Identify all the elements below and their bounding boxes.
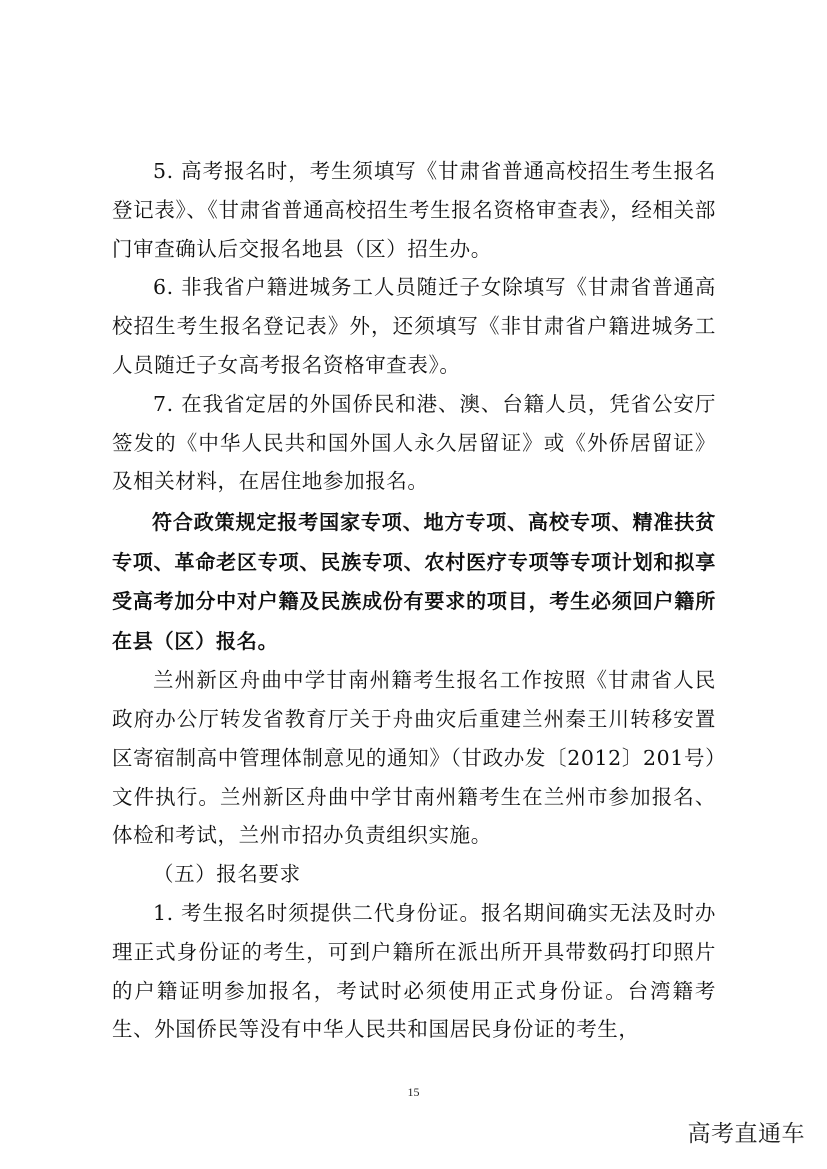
watermark-text: 高考直通车 <box>687 1121 805 1147</box>
lanzhou-zhouqu-paragraph: 兰州新区舟曲中学甘南州籍考生报名工作按照《甘肃省人民政府办公厅转发省教育厅关于舟曲灾后重建兰州秦王川转移安置区寄宿制高中管理体制意见的通知》（甘政办发〔2012〕201号）文件执行。兰州新区舟曲中学甘南州籍考生在兰州市参加报名、体检和考试，兰州市招办负责组织实施。 <box>112 668 716 848</box>
paragraph-item-6: 6. 非我省户籍进城务工人员随迁子女除填写《甘肃省普通高校招生考生报名登记表》外，还须填写《非甘肃省户籍进城务工人员随迁子女高考报名资格审查表》。 <box>112 275 716 377</box>
document-body <box>112 152 716 1049</box>
page-number: 15 <box>407 1085 420 1099</box>
special-program-notice: 符合政策规定报考国家专项、地方专项、高校专项、精准扶贫专项、革命老区专项、民族专项、农村医疗专项等专项计划和拟享受高考加分中对户籍及民族成份有要求的项目，考生必须回户籍所在县（区）报名。 <box>112 510 716 653</box>
section-heading: （五）报名要求 <box>153 862 301 887</box>
paragraph-item-5: 5. 高考报名时，考生须填写《甘肃省普通高校招生考生报名登记表》、《甘肃省普通高校招生考生报名资格审查表》，经相关部门审查确认后交报名地县（区）招生办。 <box>112 159 716 261</box>
requirement-item-1: 1. 考生报名时须提供二代身份证。报名期间确实无法及时办理正式身份证的考生，可到户籍所在派出所开具带数码打印照片的户籍证明参加报名，考试时必须使用正式身份证。台湾籍考生、外国侨民等没有中华人民共和国居民身份证的考生， <box>112 900 716 1042</box>
paragraph-item-7: 7. 在我省定居的外国侨民和港、澳、台籍人员，凭省公安厅签发的《中华人民共和国外国人永久居留证》或《外侨居留证》及相关材料，在居住地参加报名。 <box>112 391 716 494</box>
